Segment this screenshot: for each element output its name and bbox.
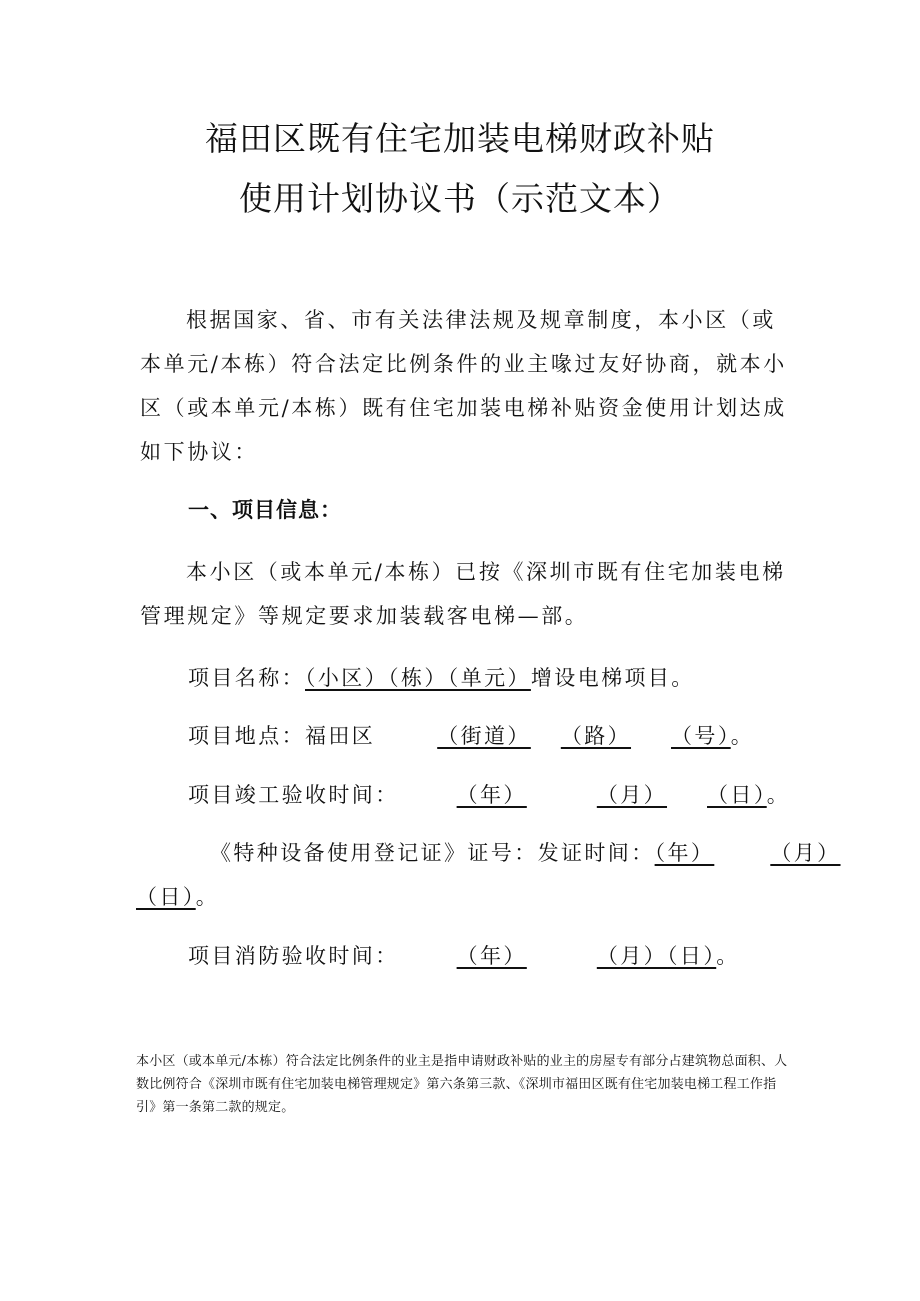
section-heading-project-info: 一、项目信息：	[188, 498, 342, 522]
acceptance-year-blank: （年）	[456, 783, 527, 807]
certificate-month-blank: （月）	[770, 841, 841, 865]
certificate-day-blank: （日）	[136, 885, 196, 909]
certificate-date-blank	[655, 841, 841, 865]
project-location-blank	[437, 724, 731, 748]
intro-paragraph: 根据国家、省、市有关法律法规及规章制度，本小区（或本单元/本栋）符合法定比例条件的业主喙过友好协商，就本小区（或本单元/本栋）既有住宅加装电梯补贴资金使用计划达成如下协议：	[140, 308, 787, 464]
road-blank: （路）	[560, 724, 632, 748]
acceptance-date-label: 项目竣工验收时间：	[188, 783, 399, 807]
acceptance-date-blank	[457, 783, 767, 807]
fire-acceptance-line	[188, 940, 740, 970]
fire-year-blank: （年）	[456, 944, 527, 968]
document-title-line1: 福田区既有住宅加装电梯财政补贴	[205, 119, 715, 158]
fire-month-blank: （月）	[596, 944, 668, 968]
acceptance-month-blank: （月）	[596, 783, 668, 807]
footnote: 本小区（或本单元/本栋）符合法定比例条件的业主是指申请财政补贴的业主的房屋专有部分占建筑物总面积、人数比例符合《深圳市既有住宅加装电梯管理规定》第六条第三款、《深圳市福田区既有住宅加装电梯工程工作指引》第一条第二款的规定。	[136, 1054, 788, 1115]
project-description-paragraph: 本小区（或本单元/本栋）已按《深圳市既有住宅加装电梯管理规定》等规定要求加装载客电梯—部。	[140, 560, 786, 628]
fire-acceptance-blank	[457, 944, 717, 968]
project-name-line	[188, 662, 695, 692]
street-blank: （街道）	[437, 724, 531, 748]
certificate-line-2	[136, 881, 219, 911]
project-name-label: 项目名称：	[188, 666, 305, 690]
fire-acceptance-label: 项目消防验收时间：	[188, 944, 399, 968]
document-title-line2: 使用计划协议书（示范文本）	[239, 179, 681, 218]
certificate-end: 。	[195, 885, 220, 909]
fire-end: 。	[716, 944, 740, 968]
project-name-suffix: 增设电梯项目。	[530, 666, 695, 690]
certificate-year-blank: （年）	[654, 841, 715, 865]
location-end: 。	[730, 724, 755, 748]
acceptance-end: 。	[766, 783, 791, 807]
project-name-blank: （小区）（栋）（单元）	[305, 666, 531, 690]
acceptance-day-blank: （日）	[707, 783, 767, 807]
fire-day-blank: （日）	[667, 944, 717, 968]
certificate-label: 《特种设备使用登记证》证号：发证时间：	[210, 841, 655, 865]
number-blank: （号）	[671, 724, 731, 748]
project-location-label: 项目地点：福田区	[188, 724, 376, 748]
acceptance-date-line	[188, 779, 790, 809]
project-location-line	[188, 720, 754, 750]
certificate-line	[210, 837, 841, 867]
